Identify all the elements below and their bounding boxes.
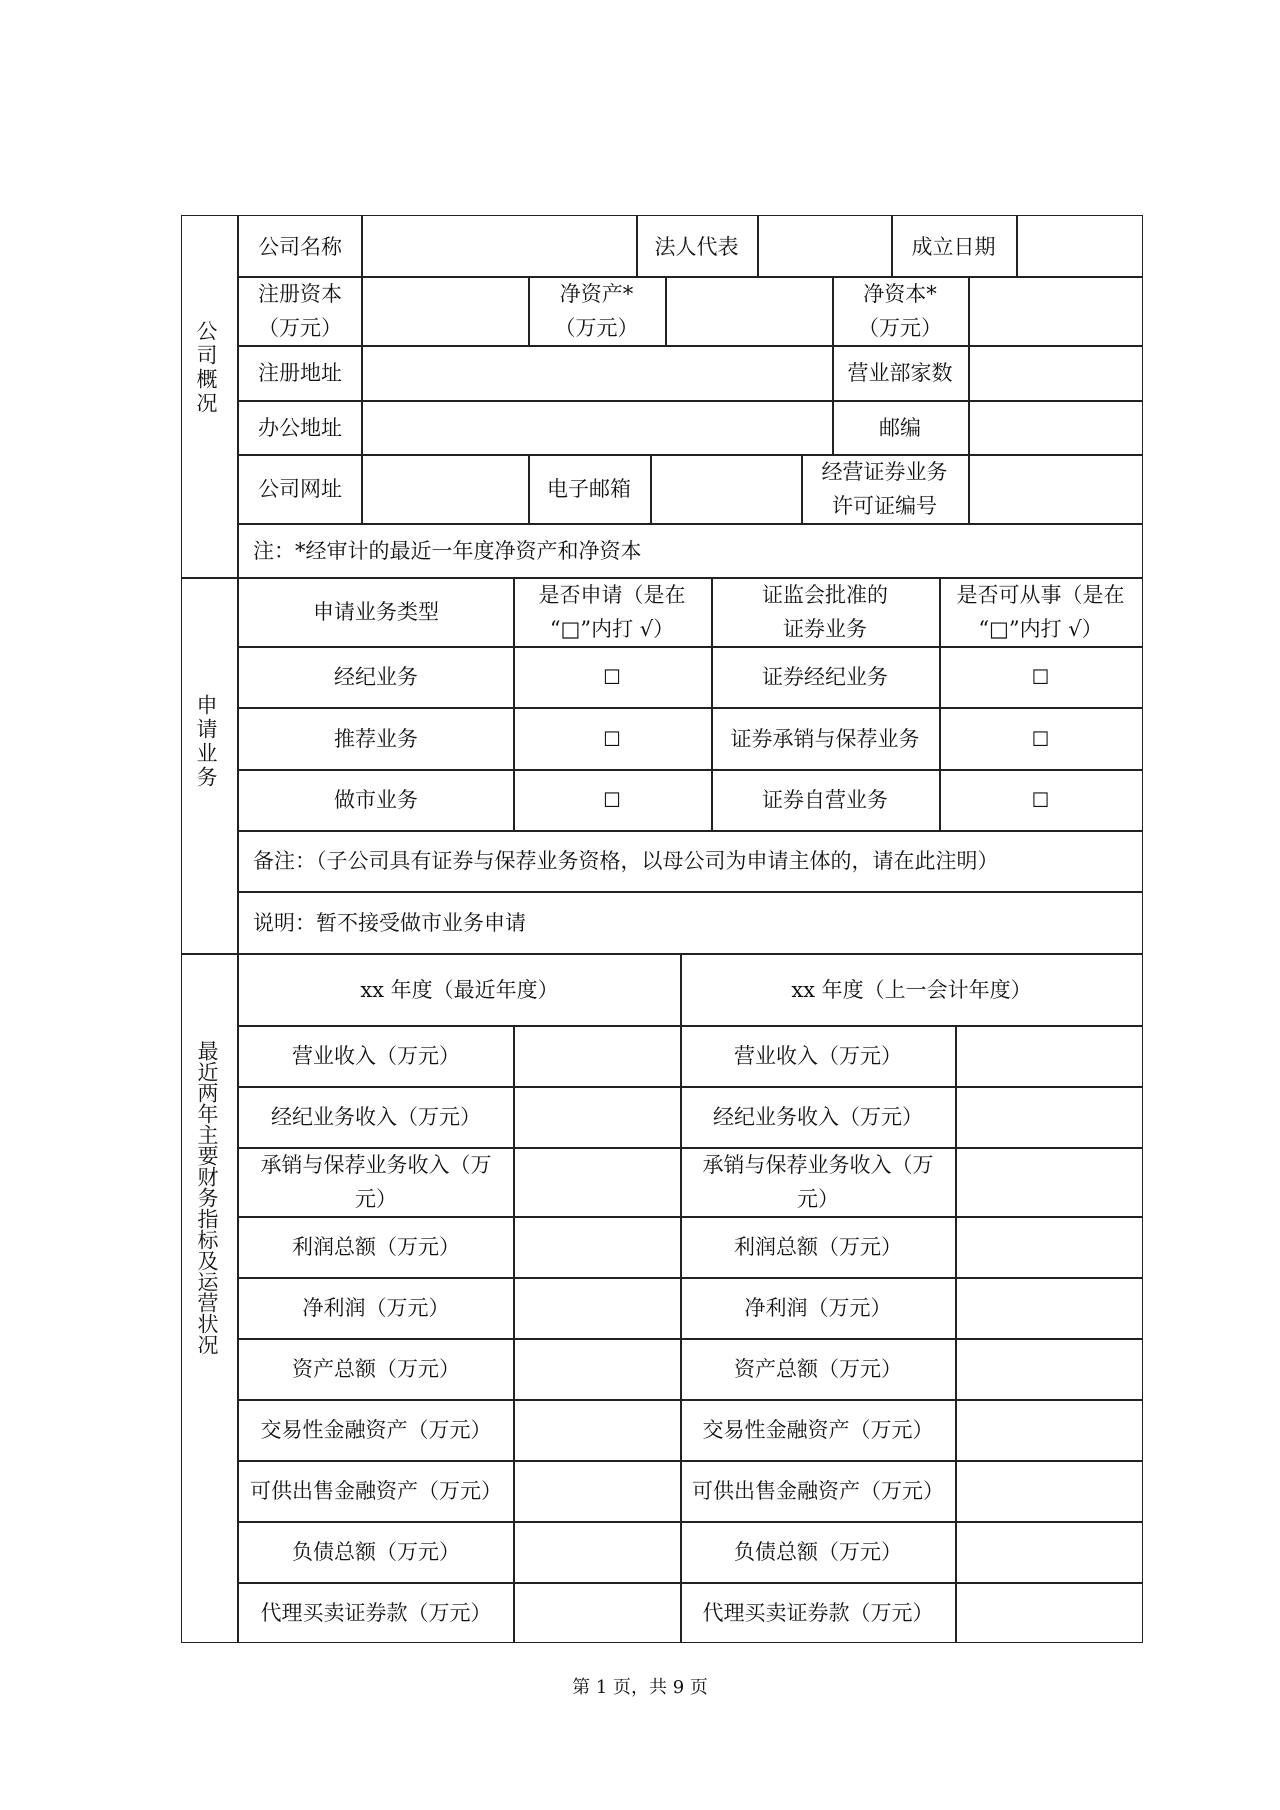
- header-business-type: 申请业务类型: [313, 600, 439, 624]
- label-reg-capital: 注册资本 （万元）: [258, 282, 342, 340]
- financial-item-prev: [681, 1339, 955, 1399]
- financial-item-prev: [681, 1087, 955, 1147]
- col-line: [968, 345, 970, 454]
- row-line: [237, 345, 1143, 347]
- financial-item-label: 可供出售金融资产（万元）: [250, 1479, 502, 1503]
- financial-item-recent: [239, 1087, 513, 1147]
- col-line: [968, 276, 970, 345]
- row-line: [237, 400, 1143, 402]
- financial-item-prev: [681, 1461, 955, 1521]
- financial-item-label: 元）: [355, 1187, 397, 1211]
- allowed-checkbox[interactable]: ☐: [1031, 788, 1050, 812]
- page-number: 第 1 页，共 9 页: [572, 1677, 708, 1698]
- col-line: [968, 454, 970, 523]
- label-net-assets: 净资产* （万元）: [554, 282, 639, 340]
- financial-item-prev: [681, 1026, 955, 1086]
- financial-item-recent: [239, 1339, 513, 1399]
- label-net-capital: 净资本* （万元）: [858, 282, 942, 340]
- financial-item-label: 元）: [797, 1187, 839, 1211]
- col-line: [650, 454, 652, 523]
- header-apply: 是否申请（是在 “□”内打 √）: [538, 583, 686, 641]
- financial-item-label: 负债总额（万元）: [292, 1540, 460, 1564]
- header-year-recent: xx 年度（最近年度）: [360, 977, 559, 1002]
- col-line: [665, 276, 667, 345]
- col-line: [757, 215, 759, 276]
- financial-item-label: 资产总额（万元）: [734, 1357, 902, 1381]
- col-line: [1016, 215, 1018, 276]
- col-line: [361, 345, 363, 454]
- financial-item-label: 承销与保荐业务收入（万: [260, 1153, 492, 1177]
- header-year-prev: xx 年度（上一会计年度）: [791, 977, 1032, 1002]
- financial-item-label: 净利润（万元）: [302, 1296, 450, 1320]
- row-line: [237, 454, 1143, 456]
- financial-item-recent: [239, 1148, 513, 1216]
- financial-item-recent: [239, 1583, 513, 1643]
- financial-item-label: 代理买卖证券款（万元）: [702, 1601, 934, 1625]
- business-remark: 备注：（子公司具有证券与保荐业务资格，以母公司为申请主体的，请在此注明）: [253, 849, 999, 873]
- section-label-financials: 最近两年主要财务指标及运营状况: [195, 1040, 219, 1355]
- section-label-company-overview: 公司概况: [194, 320, 218, 416]
- financial-item-recent: [239, 1522, 513, 1582]
- financial-item-label: 营业收入（万元）: [292, 1044, 460, 1068]
- financial-item-prev: [681, 1400, 955, 1460]
- financial-item-label: 可供出售金融资产（万元）: [692, 1479, 944, 1503]
- financial-item-label: 承销与保荐业务收入（万: [702, 1153, 934, 1177]
- financial-item-label: 负债总额（万元）: [734, 1540, 902, 1564]
- business-explanation: 说明：暂不接受做市业务申请: [253, 910, 526, 935]
- header-allowed: 是否可从事（是在 “□”内打 √）: [956, 583, 1125, 641]
- business-type-cell: 推荐业务: [334, 726, 418, 751]
- csrc-business-cell: 证券承销与保荐业务: [730, 726, 920, 751]
- col-line: [361, 215, 363, 276]
- financial-item-recent: [239, 1400, 513, 1460]
- business-type-cell: 经纪业务: [334, 665, 418, 689]
- col-line: [361, 276, 363, 345]
- label-website: 公司网址: [258, 477, 342, 501]
- financial-item-recent: [239, 1461, 513, 1521]
- financial-item-label: 经纪业务收入（万元）: [271, 1105, 481, 1129]
- label-legal-rep: 法人代表: [654, 234, 739, 259]
- row-line: [237, 276, 1143, 278]
- csrc-business-cell: 证券自营业务: [762, 788, 888, 812]
- apply-checkbox[interactable]: ☐: [603, 788, 621, 812]
- financial-item-label: 交易性金融资产（万元）: [260, 1418, 492, 1442]
- col-line: [955, 1025, 957, 1643]
- financial-item-recent: [239, 1278, 513, 1338]
- financial-item-prev: [681, 1148, 955, 1216]
- financial-item-label: 经纪业务收入（万元）: [713, 1105, 923, 1129]
- financial-item-recent: [239, 1026, 513, 1086]
- overview-note: 注：*经审计的最近一年度净资产和净资本: [253, 538, 642, 563]
- label-company-name: 公司名称: [258, 234, 342, 259]
- section-label-business-application: 申请业务: [194, 694, 218, 790]
- label-reg-address: 注册地址: [258, 361, 342, 385]
- col-line: [513, 1025, 515, 1643]
- csrc-business-cell: 证券经纪业务: [762, 665, 888, 689]
- label-email: 电子邮箱: [547, 477, 631, 501]
- allowed-checkbox[interactable]: ☐: [1031, 665, 1050, 689]
- allowed-checkbox[interactable]: ☐: [1031, 726, 1050, 751]
- financial-item-label: 利润总额（万元）: [734, 1235, 902, 1259]
- label-license-no: 经营证券业务 许可证编号: [821, 460, 948, 518]
- financial-item-label: 利润总额（万元）: [292, 1235, 460, 1259]
- financial-item-prev: [681, 1278, 955, 1338]
- col-line: [361, 454, 363, 523]
- label-postcode: 邮编: [879, 415, 921, 440]
- financial-item-label: 净利润（万元）: [744, 1296, 892, 1320]
- business-type-cell: 做市业务: [334, 788, 418, 812]
- header-csrc: 证监会批准的 证券业务: [762, 583, 888, 641]
- financial-item-label: 资产总额（万元）: [292, 1357, 460, 1381]
- financial-item-prev: [681, 1583, 955, 1643]
- financial-item-label: 营业收入（万元）: [734, 1044, 902, 1068]
- financial-item-label: 代理买卖证券款（万元）: [260, 1601, 492, 1625]
- apply-checkbox[interactable]: ☐: [603, 665, 621, 689]
- label-branch-count: 营业部家数: [847, 361, 953, 385]
- label-office-address: 办公地址: [258, 415, 342, 440]
- financial-item-prev: [681, 1217, 955, 1277]
- apply-checkbox[interactable]: ☐: [603, 726, 621, 751]
- financial-item-recent: [239, 1217, 513, 1277]
- label-est-date: 成立日期: [911, 234, 996, 259]
- financial-item-label: 交易性金融资产（万元）: [702, 1418, 934, 1442]
- financial-item-prev: [681, 1522, 955, 1582]
